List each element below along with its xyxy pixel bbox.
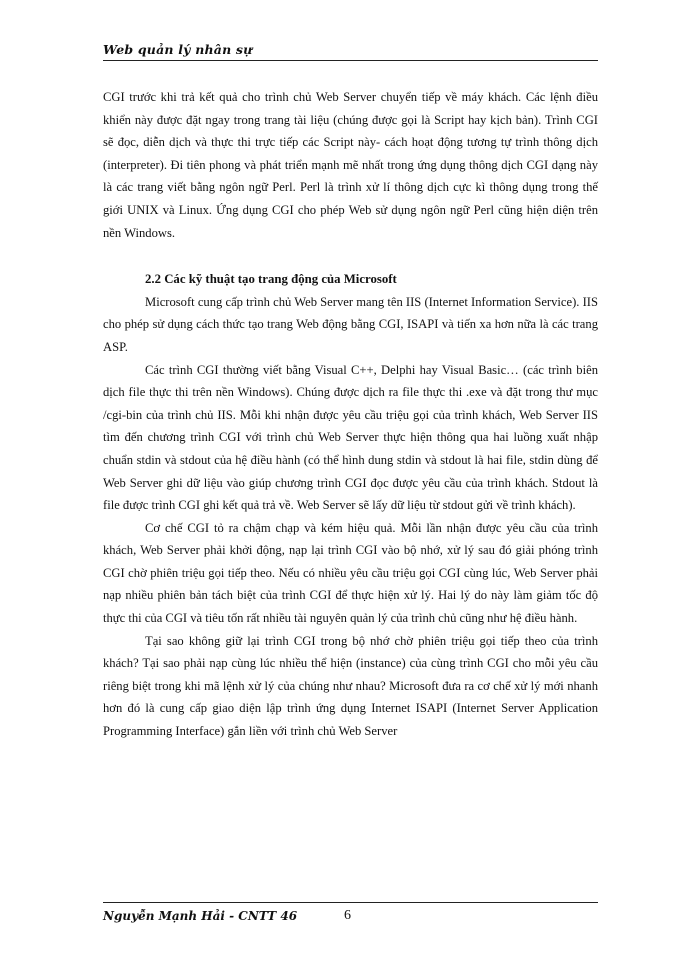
body-paragraph: CGI trước khi trả kết quả cho trình chủ Web Server chuyển tiếp về máy khách. Các lệnh điều khiển này được đặt ngay trong trang tài liệu (chúng được gọi là Script hay kịch bản). Trình CGI sẽ đọc, diễn dịch và thực thi trực tiếp các Script này- cách hoạt động tương tự trình thông dịch (interpreter). Đi tiên phong và phát triển mạnh mẽ nhất trong ứng dụng thông dịch CGI dạng này là các trang viết bằng ngôn ngữ Perl. Perl là trình xử lí thông dịch cực kì thông dụng trong thế giới UNIX và Linux. Ứng dụng CGI cho phép Web sử dụng ngôn ngữ Perl cũng hiện diện trên nền Windows. — [103, 90, 598, 240]
body-paragraph: Microsoft cung cấp trình chủ Web Server mang tên IIS (Internet Information Service). IIS cho phép sử dụng cách thức tạo trang Web động bằng CGI, ISAPI và tiến xa hơn nữa là các trang ASP. — [103, 294, 598, 354]
page-header — [103, 40, 598, 61]
section-heading: 2.2 Các kỹ thuật tạo trang động của Microsoft — [145, 272, 397, 287]
body-paragraph: Cơ chế CGI tỏ ra chậm chạp và kém hiệu quả. Mỗi lần nhận được yêu cầu của trình khách, Web Server phải khởi động, nạp lại trình CGI vào bộ nhớ, xử lý sau đó giải phóng trình CGI chờ phiên triệu gọi tiếp theo. Nếu có nhiều yêu cầu triệu gọi CGI cùng lúc, Web Server phải nạp nhiều phiên bản tách biệt của trình CGI để thực hiện xử lý. Hai lý do này làm giảm tốc độ thực thi của CGI và tiêu tốn rất nhiều tài nguyên quản lý của trình chủ cũng như hệ điều hành. — [103, 520, 598, 626]
page-number: 6 — [344, 908, 351, 923]
body-paragraph: Tại sao không giữ lại trình CGI trong bộ nhớ chờ phiên triệu gọi tiếp theo của trình khách? Tại sao phải nạp cùng lúc nhiều thể hiện (instance) của cùng trình CGI cho mỗi yêu cầu riêng biệt trong khi mã lệnh xử lý của chúng như nhau? Microsoft đưa ra cơ chế xử lý mới nhanh hơn đó là cung cấp giao diện lập trình ứng dụng Internet ISAPI (Internet Server Application Programming Interface) gắn liền với trình chủ Web Server — [103, 633, 598, 739]
footer-author: Nguyễn Mạnh Hải - CNTT 46 — [103, 909, 298, 923]
header-title: Web quản lý nhân sự — [103, 42, 253, 57]
body-paragraph: Các trình CGI thường viết bằng Visual C++, Delphi hay Visual Basic… (các trình biên dịch file thực thi trên nền Windows). Chúng được dịch ra file thực thi .exe và đặt trong thư mục /cgi-bin của trình chủ IIS. Mỗi khi nhận được yêu cầu triệu gọi của trình khách, Web Server IIS tìm đến chương trình CGI với trình chủ Web Server thực hiện thông qua hai luồng xuất nhập chuẩn stdin và stdout của hệ điều hành (có thể hình dung stdin và stdout là hai file, stdin dùng để Web Server ghi dữ liệu vào giúp chương trình CGI đọc được yêu cầu của trình khách. Stdout là file được trình CGI ghi kết quả trả về. Web Server sẽ lấy dữ liệu từ stdout gửi về trình khách). — [103, 362, 598, 513]
document-body — [103, 86, 598, 743]
page-footer — [103, 902, 598, 933]
